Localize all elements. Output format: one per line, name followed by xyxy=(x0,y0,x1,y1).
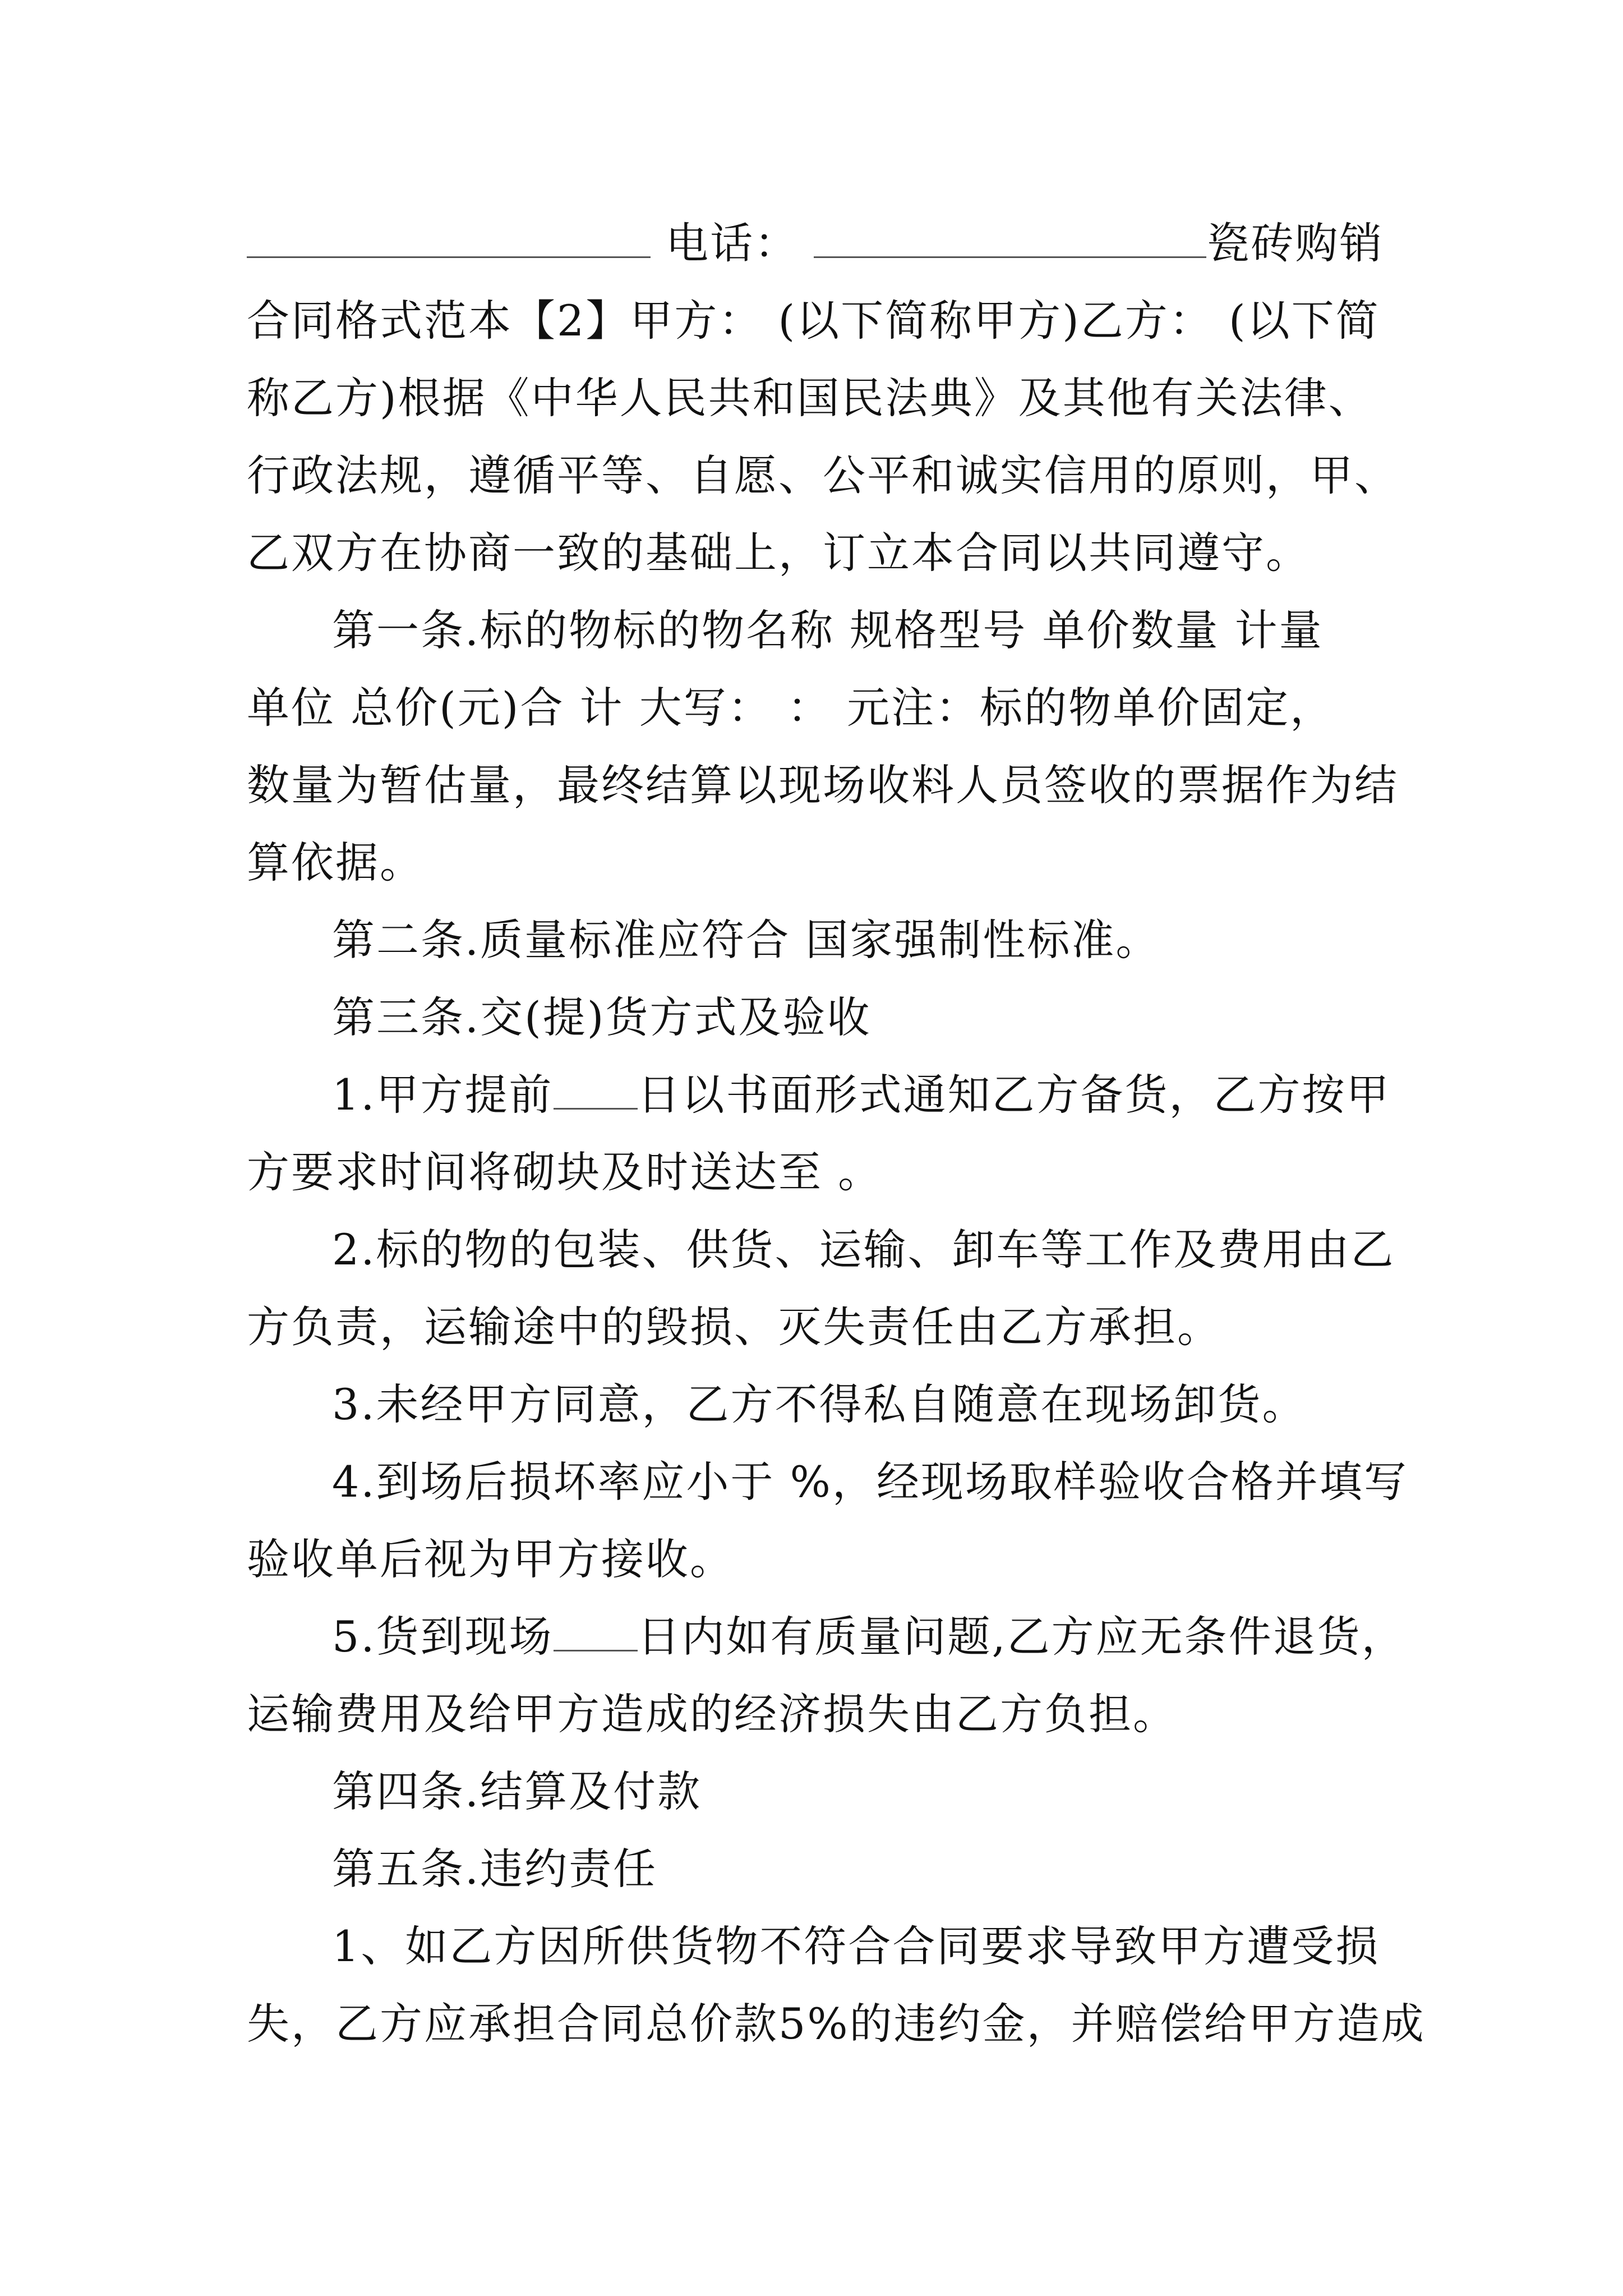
phone-label: 电话： xyxy=(651,218,814,268)
text-line-9: 算依据。 xyxy=(247,838,424,887)
text-line-15: 方负责，运输途中的毁损、灭失责任由乙方承担。 xyxy=(247,1302,1221,1352)
clause-3-2: 2.标的物的包装、供货、运输、卸车等工作及费用由乙 xyxy=(332,1225,1395,1274)
text-line-1 xyxy=(247,205,1382,282)
text-line-2: 合同格式范本【2】甲方： (以下简称甲方)乙方： (以下简 xyxy=(247,296,1380,346)
clause-3-1-start: 1.甲方提前 xyxy=(332,1070,554,1120)
text-line-7: 单位 总价(元)合 计 大写： ： 元注：标的物单价固定， xyxy=(247,683,1335,733)
clause-3-3: 3.未经甲方同意，乙方不得私自随意在现场卸货。 xyxy=(332,1379,1307,1429)
document-page xyxy=(247,205,1426,2063)
clause-5-1: 1、如乙方因所供货物不符合合同要求导致甲方遭受损 xyxy=(332,1921,1380,1971)
clause-3-5-end: 日内如有质量问题,乙方应无条件退货， xyxy=(637,1612,1406,1662)
title-fragment: 瓷砖购销 xyxy=(1206,218,1384,268)
text-line-13: 方要求时间将砌块及时送达至 。 xyxy=(247,1147,883,1197)
article-3-heading: 第三条.交(提)货方式及验收 xyxy=(332,992,872,1042)
clause-3-1-end: 日以书面形式通知乙方备货，乙方按甲 xyxy=(637,1070,1391,1120)
blank-underline xyxy=(814,219,1206,258)
text-line-20: 运输费用及给甲方造成的经济损失由乙方负担。 xyxy=(247,1689,1177,1739)
clause-3-4: 4.到场后损坏率应小于 %，经现场取样验收合格并填写 xyxy=(332,1457,1408,1507)
blank-underline xyxy=(554,1071,638,1110)
clause-3-5-start: 5.货到现场 xyxy=(332,1612,554,1662)
text-line-8: 数量为暂估量，最终结算以现场收料人员签收的票据作为结 xyxy=(247,760,1399,810)
text-line-18: 验收单后视为甲方接收。 xyxy=(247,1534,734,1584)
text-line-3: 称乙方)根据《中华人民共和国民法典》及其他有关法律、 xyxy=(247,373,1373,423)
text-line-24: 失，乙方应承担合同总价款5%的违约金，并赔偿给甲方造成 xyxy=(247,1999,1426,2049)
article-1-heading: 第一条.标的物标的物名称 规格型号 单价数量 计量 xyxy=(332,605,1324,655)
clause-3-1 xyxy=(247,1056,1391,1134)
text-line-4: 行政法规，遵循平等、自愿、公平和诚实信用的原则，甲、 xyxy=(247,450,1399,500)
article-5-heading: 第五条.违约责任 xyxy=(332,1844,658,1894)
blank-underline xyxy=(554,1613,638,1651)
article-2-heading: 第二条.质量标准应符合 国家强制性标准。 xyxy=(332,915,1160,965)
text-line-5: 乙双方在协商一致的基础上，订立本合同以共同遵守。 xyxy=(247,528,1310,578)
article-4-heading: 第四条.结算及付款 xyxy=(332,1766,702,1816)
blank-underline xyxy=(247,219,651,258)
clause-3-5 xyxy=(247,1598,1406,1676)
